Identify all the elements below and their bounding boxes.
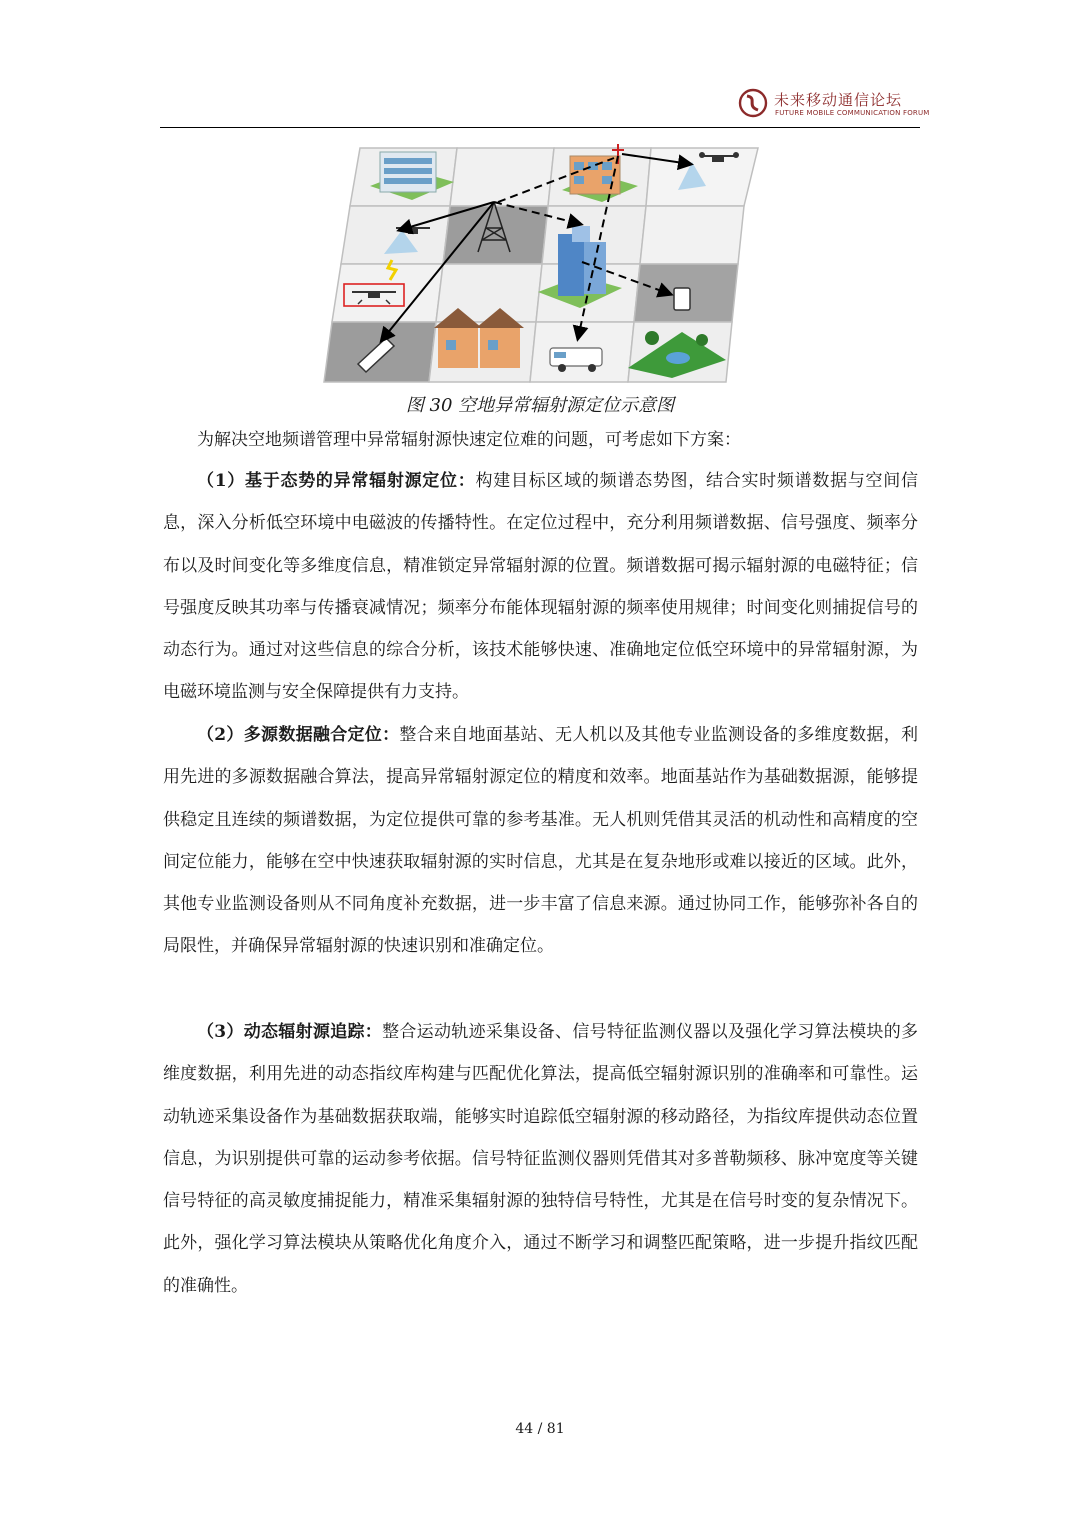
section-text: 整合运动轨迹采集设备、信号特征监测仪器以及强化学习算法模块的多维度数据，利用先进的动态指纹库构建与匹配优化算法，提高低空辐射源识别的准确率和可靠性。运动轨迹采集设备作为基础数据获取端，能够实时追踪低空辐射源的移动路径，为指纹库提供动态位置信息，为识别提供可靠的运动参考依据。信号特征监测仪器则凭借其对多普勒频移、脉冲宽度等关键信号特征的高灵敏度捕捉能力，精准采集辐射源的独特信号特性，尤其是在信号时变的复杂情况下。此外，强化学习算法模块从策略优化角度介入，通过不断学习和调整匹配策略，进一步提升指纹匹配的准确性。: [163, 1022, 918, 1296]
header-logo: [738, 88, 930, 122]
figure-caption: 图 30 空地异常辐射源定位示意图: [405, 395, 675, 416]
mobile-phone-icon: [674, 288, 690, 310]
intro-paragraph: 为解决空地频谱管理中异常辐射源快速定位难的问题，可考虑如下方案：: [197, 430, 741, 450]
header-divider: [160, 127, 920, 128]
section-paragraph: [163, 460, 918, 714]
section-paragraph: [163, 1011, 918, 1307]
section-heading: （3）动态辐射源追踪：: [197, 1022, 383, 1042]
section-heading: （1）基于态势的异常辐射源定位：: [197, 471, 476, 491]
page-number: 44 / 81: [515, 1421, 565, 1437]
section-text: 构建目标区域的频谱态势图，结合实时频谱数据与空间信息，深入分析低空环境中电磁波的传播特性。在定位过程中，充分利用频谱数据、信号强度、频率分布以及时间变化等多维度信息，精准锁定异常辐射源的位置。频谱数据可揭示辐射源的电磁特征；信号强度反映其功率与传播衰减情况；频率分布能体现辐射源的频率使用规律；时间变化则捕捉信号的动态行为。通过对这些信息的综合分析，该技术能够快速、准确地定位低空环境中的异常辐射源，为电磁环境监测与安全保障提供有力支持。: [163, 471, 919, 703]
figure-illustration: [322, 142, 762, 386]
logo-english-name: FUTURE MOBILE COMMUNICATION FORUM: [775, 109, 930, 117]
logo-chinese-name: 未来移动通信论坛: [774, 91, 903, 109]
localization-scene-illustration: [322, 142, 762, 386]
forum-logo-icon: [738, 88, 768, 118]
section-heading: （2）多源数据融合定位：: [197, 725, 400, 745]
section-text: 整合来自地面基站、无人机以及其他专业监测设备的多维度数据，利用先进的多源数据融合算法，提高异常辐射源定位的精度和效率。地面基站作为基础数据源，能够提供稳定且连续的频谱数据，为定位提供可靠的参考基准。无人机则凭借其灵活的机动性和高精度的空间定位能力，能够在空中快速获取辐射源的实时信息，尤其是在复杂地形或难以接近的区域。此外，其他专业监测设备则从不同角度补充数据，进一步丰富了信息来源。通过协同工作，能够弥补各自的局限性，并确保异常辐射源的快速识别和准确定位。: [163, 725, 918, 957]
section-paragraph: [163, 714, 918, 968]
